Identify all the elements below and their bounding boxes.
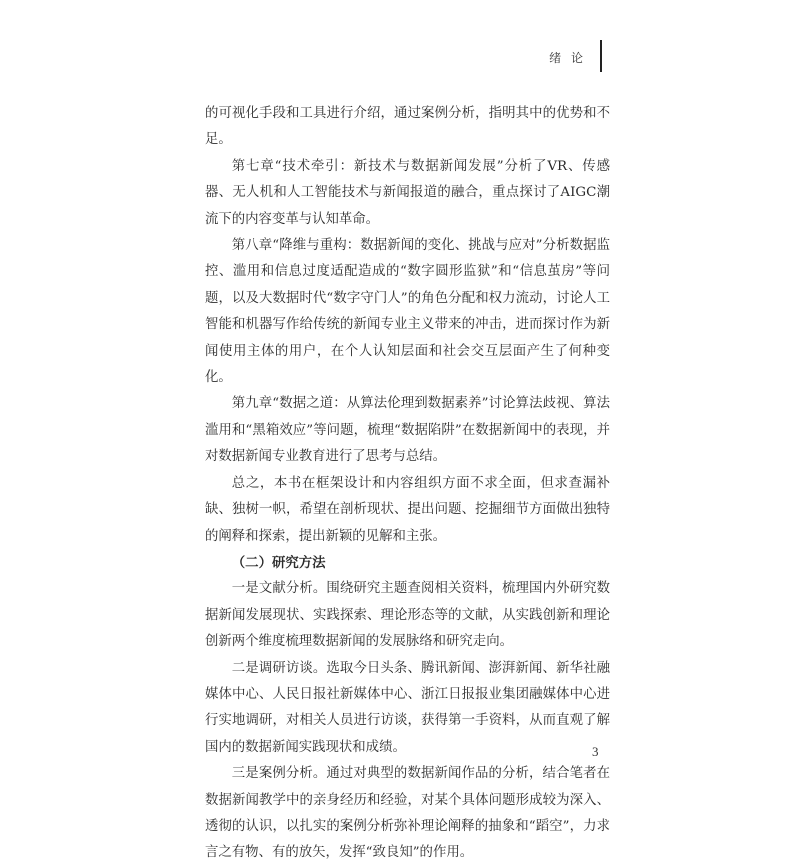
running-head: 绪 论: [549, 51, 586, 65]
section-heading-research-methods: （二）研究方法: [231, 554, 326, 571]
paragraph-literature-analysis: 一是文献分析。围绕研究主题查阅相关资料，梳理国内外研究数据新闻发展现状、实践探索、理论形态等的文献，从实践创新和理论创新两个维度梳理数据新闻的发展脉络和研究走向。: [205, 581, 610, 650]
paragraph-chapter-seven: 第七章“技术牵引：新技术与数据新闻发展”分析了VR、传感器、无人机和人工智能技术与新闻报道的融合，重点探讨了AIGC潮流下的内容变革与认知革命。: [205, 158, 610, 227]
paragraph-summary: 总之，本书在框架设计和内容组织方面不求全面，但求查漏补缺、独树一帜，希望在剖析现状、提出问题、挖掘细节方面做出独特的阐释和探索，提出新颖的见解和主张。: [205, 475, 610, 544]
body-text: [205, 101, 610, 867]
paragraph-case-analysis: 三是案例分析。通过对典型的数据新闻作品的分析，结合笔者在数据新闻教学中的亲身经历和经验，对某个具体问题形成较为深入、透彻的认识，以扎实的案例分析弥补理论阐释的抽象和“蹈空”，力求言之有物、有的放矢，发挥“致良知”的作用。: [205, 766, 610, 861]
page-number: 3: [592, 744, 599, 759]
paragraph-chapter-eight: 第八章“降维与重构：数据新闻的变化、挑战与应对”分析数据监控、滥用和信息过度适配造成的“数字圆形监狱”和“信息茧房”等问题，以及大数据时代“数字守门人”的角色分配和权力流动，讨论人工智能和机器写作给传统的新闻专业主义带来的冲击，进而探讨作为新闻使用主体的用户，在个人认知层面和社会交互层面产生了何种变化。: [205, 238, 610, 386]
paragraph-continuation: 的可视化手段和工具进行介绍，通过案例分析，指明其中的优势和不足。: [205, 106, 610, 148]
paragraph-chapter-nine: 第九章“数据之道：从算法伦理到数据素养”讨论算法歧视、算法滥用和“黑箱效应”等问题，梳理“数据陷阱”在数据新闻中的表现，并对数据新闻专业教育进行了思考与总结。: [205, 396, 610, 465]
running-head-rule: [600, 40, 602, 72]
paragraph-field-interviews: 二是调研访谈。选取今日头条、腾讯新闻、澎湃新闻、新华社融媒体中心、人民日报社新媒体中心、浙江日报报业集团融媒体中心进行实地调研，对相关人员进行访谈，获得第一手资料，从而直观了解国内的数据新闻实践现状和成绩。: [205, 660, 610, 755]
